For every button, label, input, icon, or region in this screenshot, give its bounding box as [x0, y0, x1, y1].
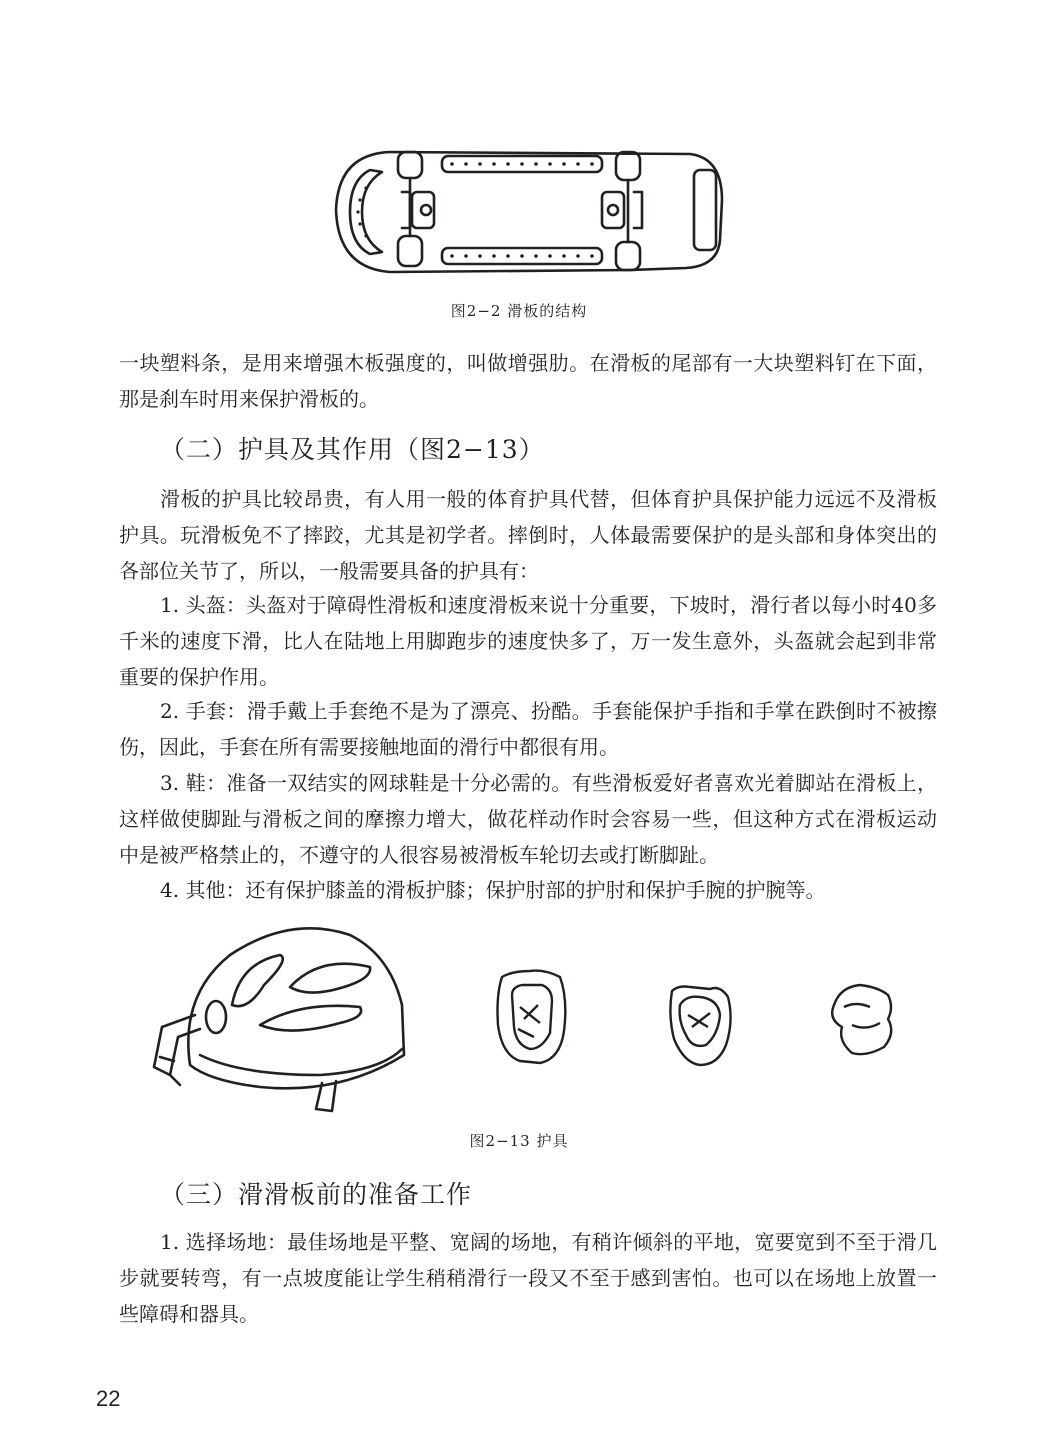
protective-gear-figure [140, 915, 920, 1115]
figure-caption-2-2: 图2−2 滑板的结构 [450, 302, 588, 320]
paragraph-continued: 一块塑料条，是用来增强木板强度的，叫做增强肋。在滑板的尾部有一大块塑料钉在下面，那是刹车时用来保护滑板的。 [119, 351, 937, 411]
page-number: 22 [96, 1386, 121, 1411]
skateboard-icon [330, 140, 730, 280]
list-item-gloves: 2. 手套：滑手戴上手套绝不是为了漂亮、扮酷。手套能保护手指和手掌在跌倒时不被擦伤，因此，手套在所有需要接触地面的滑行中都很有用。 [119, 699, 937, 759]
section-heading-gear: （二）护具及其作用（图2−13） [160, 435, 545, 464]
section-heading-preparation: （三）滑滑板前的准备工作 [160, 1180, 473, 1209]
list-item-helmet: 1. 头盔：头盔对于障碍性滑板和速度滑板来说十分重要，下坡时，滑行者以每小时40多千米的速度下滑，比人在陆地上用脚跑步的速度快多了，万一发生意外，头盔就会起到非常重要的保护作用。 [119, 593, 937, 689]
elbow-pad-icon [670, 987, 730, 1066]
list-item-shoes: 3. 鞋：准备一双结实的网球鞋是十分必需的。有些滑板爱好者喜欢光着脚站在滑板上，这样做使脚趾与滑板之间的摩擦力增大，做花样动作时会容易一些，但这种方式在滑板运动中是被严格禁止的，不遵守的人很容易被滑板车轮切去或打断脚趾。 [119, 771, 937, 867]
paragraph-gear-intro: 滑板的护具比较昂贵，有人用一般的体育护具代替，但体育护具保护能力远远不及滑板护具。玩滑板免不了摔跤，尤其是初学者。摔倒时，人体最需要保护的是头部和身体突出的各部位关节了，所以，一般需要具备的护具有： [119, 487, 937, 583]
knee-pad-icon [498, 971, 566, 1063]
skateboard-figure [330, 140, 730, 280]
list-item-other: 4. 其他：还有保护膝盖的滑板护膝；保护肘部的护肘和保护手腕的护腕等。 [160, 878, 826, 902]
figure-caption-2-13: 图2−13 护具 [469, 1132, 569, 1150]
helmet-icon [154, 928, 404, 1111]
wrist-guard-icon [832, 985, 891, 1054]
list-item-venue: 1. 选择场地：最佳场地是平整、宽阔的场地，有稍许倾斜的平地，宽要宽到不至于滑几步就要转弯，有一点坡度能让学生稍稍滑行一段又不至于感到害怕。也可以在场地上放置一些障碍和器具。 [119, 1230, 937, 1326]
